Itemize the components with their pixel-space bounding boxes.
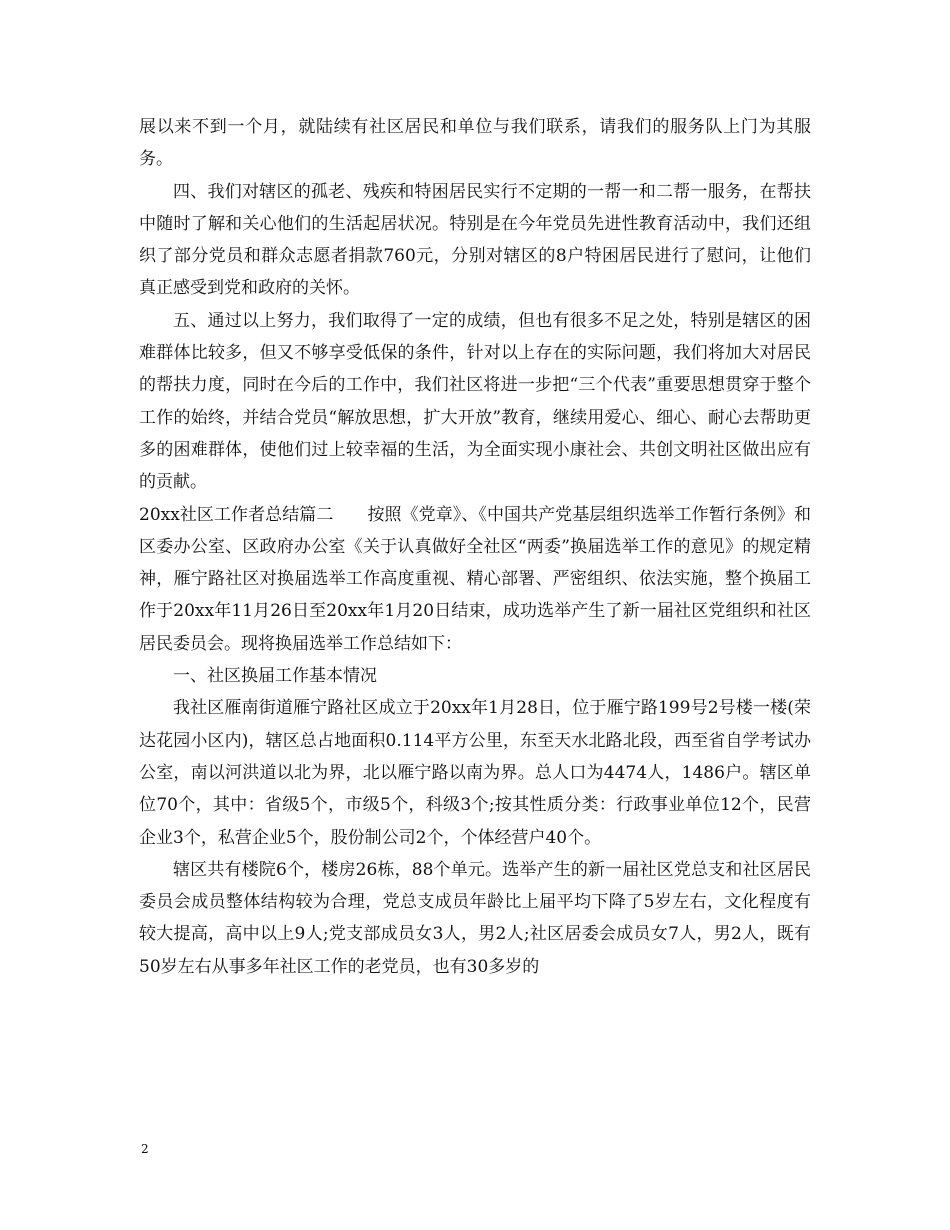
paragraph-part-two-intro: 20xx社区工作者总结篇二 按照《党章》、《中国共产党基层组织选举工作暂行条例》和区委办公室、区政府办公室《关于认真做好全社区“两委”换届选举工作的意见》的规定精神，雁宁路社区对换届选举工作高度重视、精心部署、严密组织、依法实施，整个换届工作于20xx年11月26日至20xx年1月20日结束，成功选举产生了新一届社区党组织和社区居民委员会。现将换届选举工作总结如下：: [139, 504, 811, 654]
section-heading-basic-situation: 一、社区换届工作基本情况: [173, 666, 377, 687]
paragraph-continuation: 展以来不到一个月，就陆续有社区居民和单位与我们联系，请我们的服务队上门为其服务。: [139, 117, 811, 170]
document-body: [139, 111, 811, 983]
paragraph-four: 四、我们对辖区的孤老、残疾和特困居民实行不定期的一帮一和二帮一服务，在帮扶中随时了解和关心他们的生活起居状况。特别是在今年党员先进性教育活动中，我们还组织了部分党员和群众志愿者捐款760元，分别对辖区的8户特困居民进行了慰问，让他们真正感受到党和政府的关怀。: [139, 181, 811, 299]
paragraph-community-overview: 我社区雁南街道雁宁路社区成立于20xx年1月28日，位于雁宁路199号2号楼一楼(荣达花园小区内)，辖区总占地面积0.114平方公里，东至天水北路北段，西至省自学考试办公室，南以河洪道以北为界，北以雁宁路以南为界。总人口为4474人，1486户。辖区单位70个，其中：省级5个，市级5个，科级3个;按其性质分类：行政事业单位12个，民营企业3个，私营企业5个，股份制公司2个，个体经营户40个。: [139, 698, 811, 848]
paragraph-committee-structure: 辖区共有楼院6个，楼房26栋，88个单元。选举产生的新一届社区党总支和社区居民委员会成员整体结构较为合理，党总支成员年龄比上届平均下降了5岁左右，文化程度有较大提高，高中以上9人;党支部成员女3人，男2人;社区居委会成员女7人，男2人，既有50岁左右从事多年社区工作的老党员，也有30多岁的: [139, 859, 811, 977]
page-number: 2: [141, 1142, 149, 1156]
paragraph-five: 五、通过以上努力，我们取得了一定的成绩，但也有很多不足之处，特别是辖区的困难群体比较多，但又不够享受低保的条件，针对以上存在的实际问题，我们将加大对居民的帮扶力度，同时在今后的工作中，我们社区将进一步把“三个代表”重要思想贯穿于整个工作的始终，并结合党员“解放思想，扩大开放”教育，继续用爱心、细心、耐心去帮助更多的困难群体，使他们过上较幸福的生活，为全面实现小康社会、共创文明社区做出应有的贡献。: [139, 310, 811, 493]
